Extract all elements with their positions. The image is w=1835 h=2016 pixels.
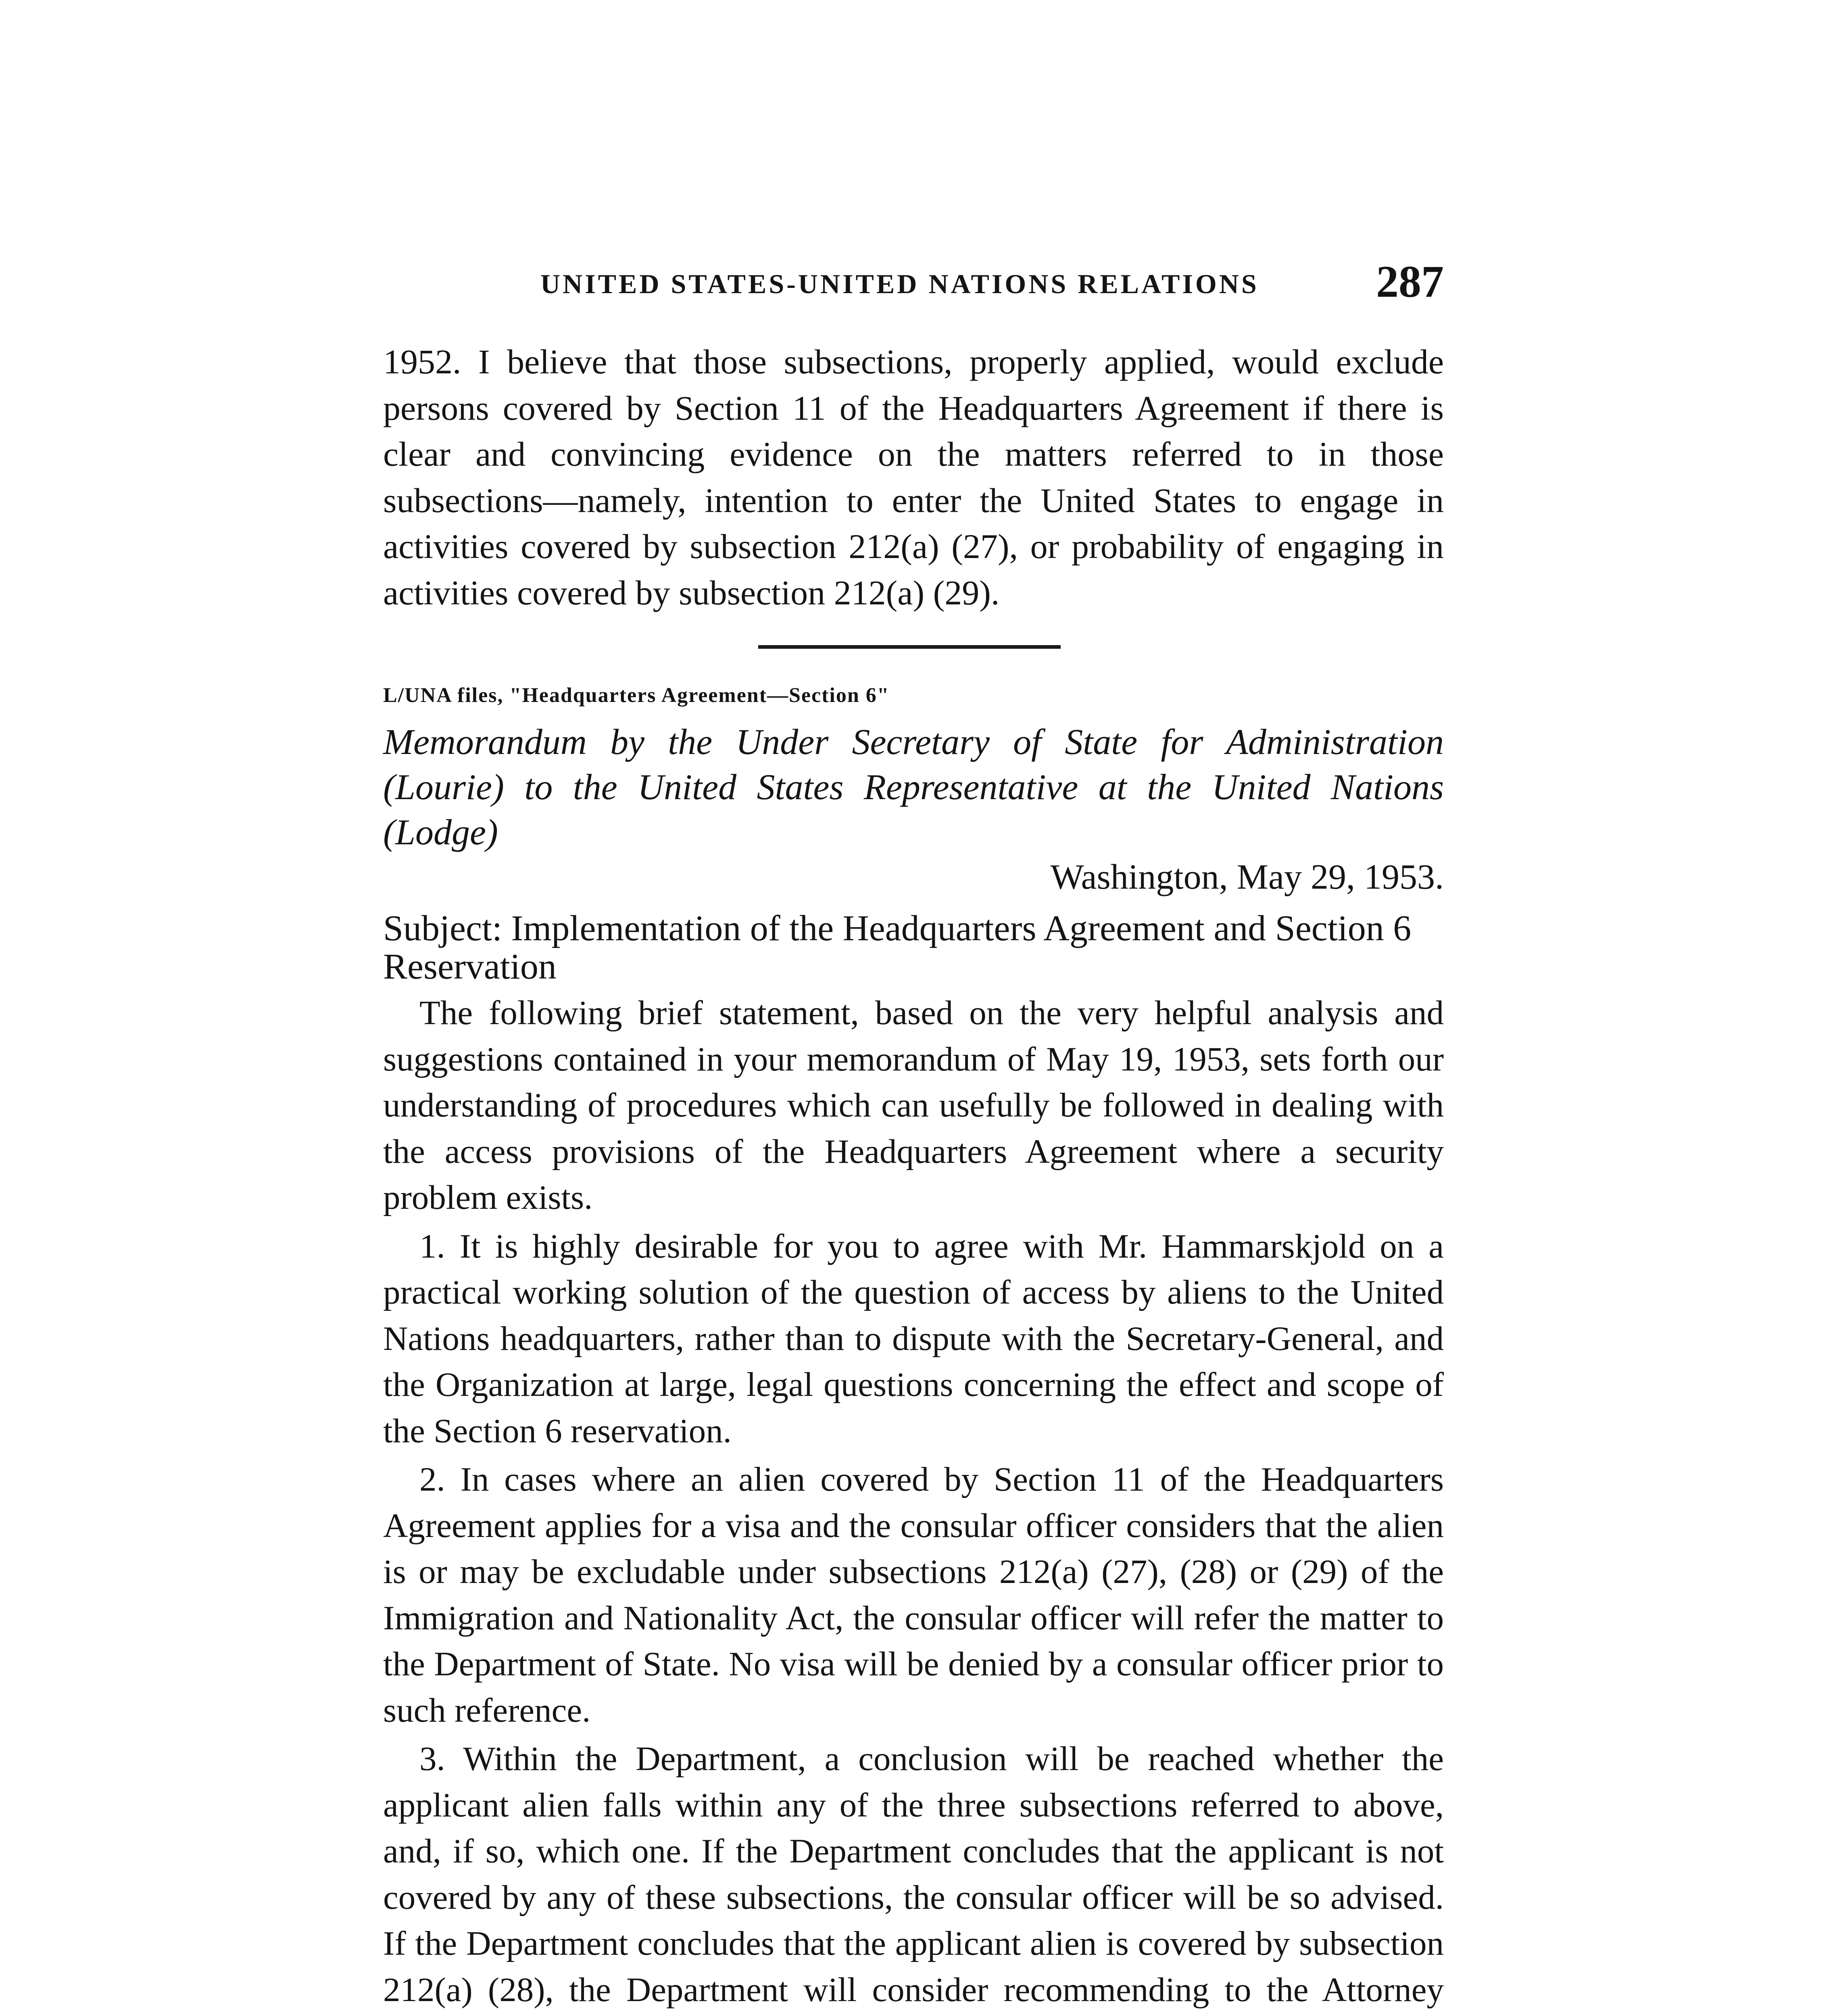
memo-body [383, 990, 1444, 2016]
paragraph-intro: The following brief statement, based on the very helpful analysis and suggestions contained in your memorandum of May 19, 1953, sets forth our understanding of procedures which can usefully be followed in dealing with the access provisions of the Headquarters Agreement where a security problem exists. [383, 994, 1444, 1216]
file-reference: L/UNA files, "Headquarters Agreement—Section 6" [383, 684, 890, 707]
page-number: 287 [1376, 257, 1444, 307]
paragraph-3: 3. Within the Department, a conclusion will be reached whether the applicant alien falls within any of the three subsections referred to above, and, if so, which one. If the Department concludes that the applicant is not covered by any of these subsections, the consular officer will be so advised. If the Department concludes that the applicant alien is covered by subsection 212(a) (28), the Department will consider recommending to the Attorney [383, 1740, 1444, 2009]
subject-line: Subject: Implementation of the Headquarters Agreement and Section 6 Reservation [383, 908, 1412, 987]
section-divider [758, 645, 1061, 649]
dateline: Washington, May 29, 1953. [1050, 858, 1444, 897]
continuation-paragraph: 1952. I believe that those subsections, properly applied, would exclude persons covered by Section 11 of the Headquarters Agreement if there is clear and convincing evidence on the matters referred to in those subsections—namely, intention to enter the United States to engage in activities covered by subsection 212(a) (27), or probability of engaging in activities covered by subsection 212(a) (29). [383, 342, 1444, 612]
paragraph-2: 2. In cases where an alien covered by Section 11 of the Headquarters Agreement applies for a visa and the consular officer considers that the alien is or may be excludable under subsections 212(a) (27), (28) or (29) of the Immigration and Nationality Act, the consular officer will refer the matter to the Department of State. No visa will be denied by a consular officer prior to such reference. [383, 1460, 1444, 1729]
running-header: UNITED STATES-UNITED NATIONS RELATIONS [540, 269, 1259, 299]
document-title: Memorandum by the Under Secretary of State for Administration (Lourie) to the United States Representative at the United Nations (Lodge) [383, 722, 1444, 852]
paragraph-1: 1. It is highly desirable for you to agree with Mr. Hammarskjold on a practical working solution of the question of access by aliens to the United Nations headquarters, rather than to dispute with the Secretary-General, and the Organization at large, legal questions concerning the effect and scope of the Section 6 reservation. [383, 1227, 1444, 1450]
